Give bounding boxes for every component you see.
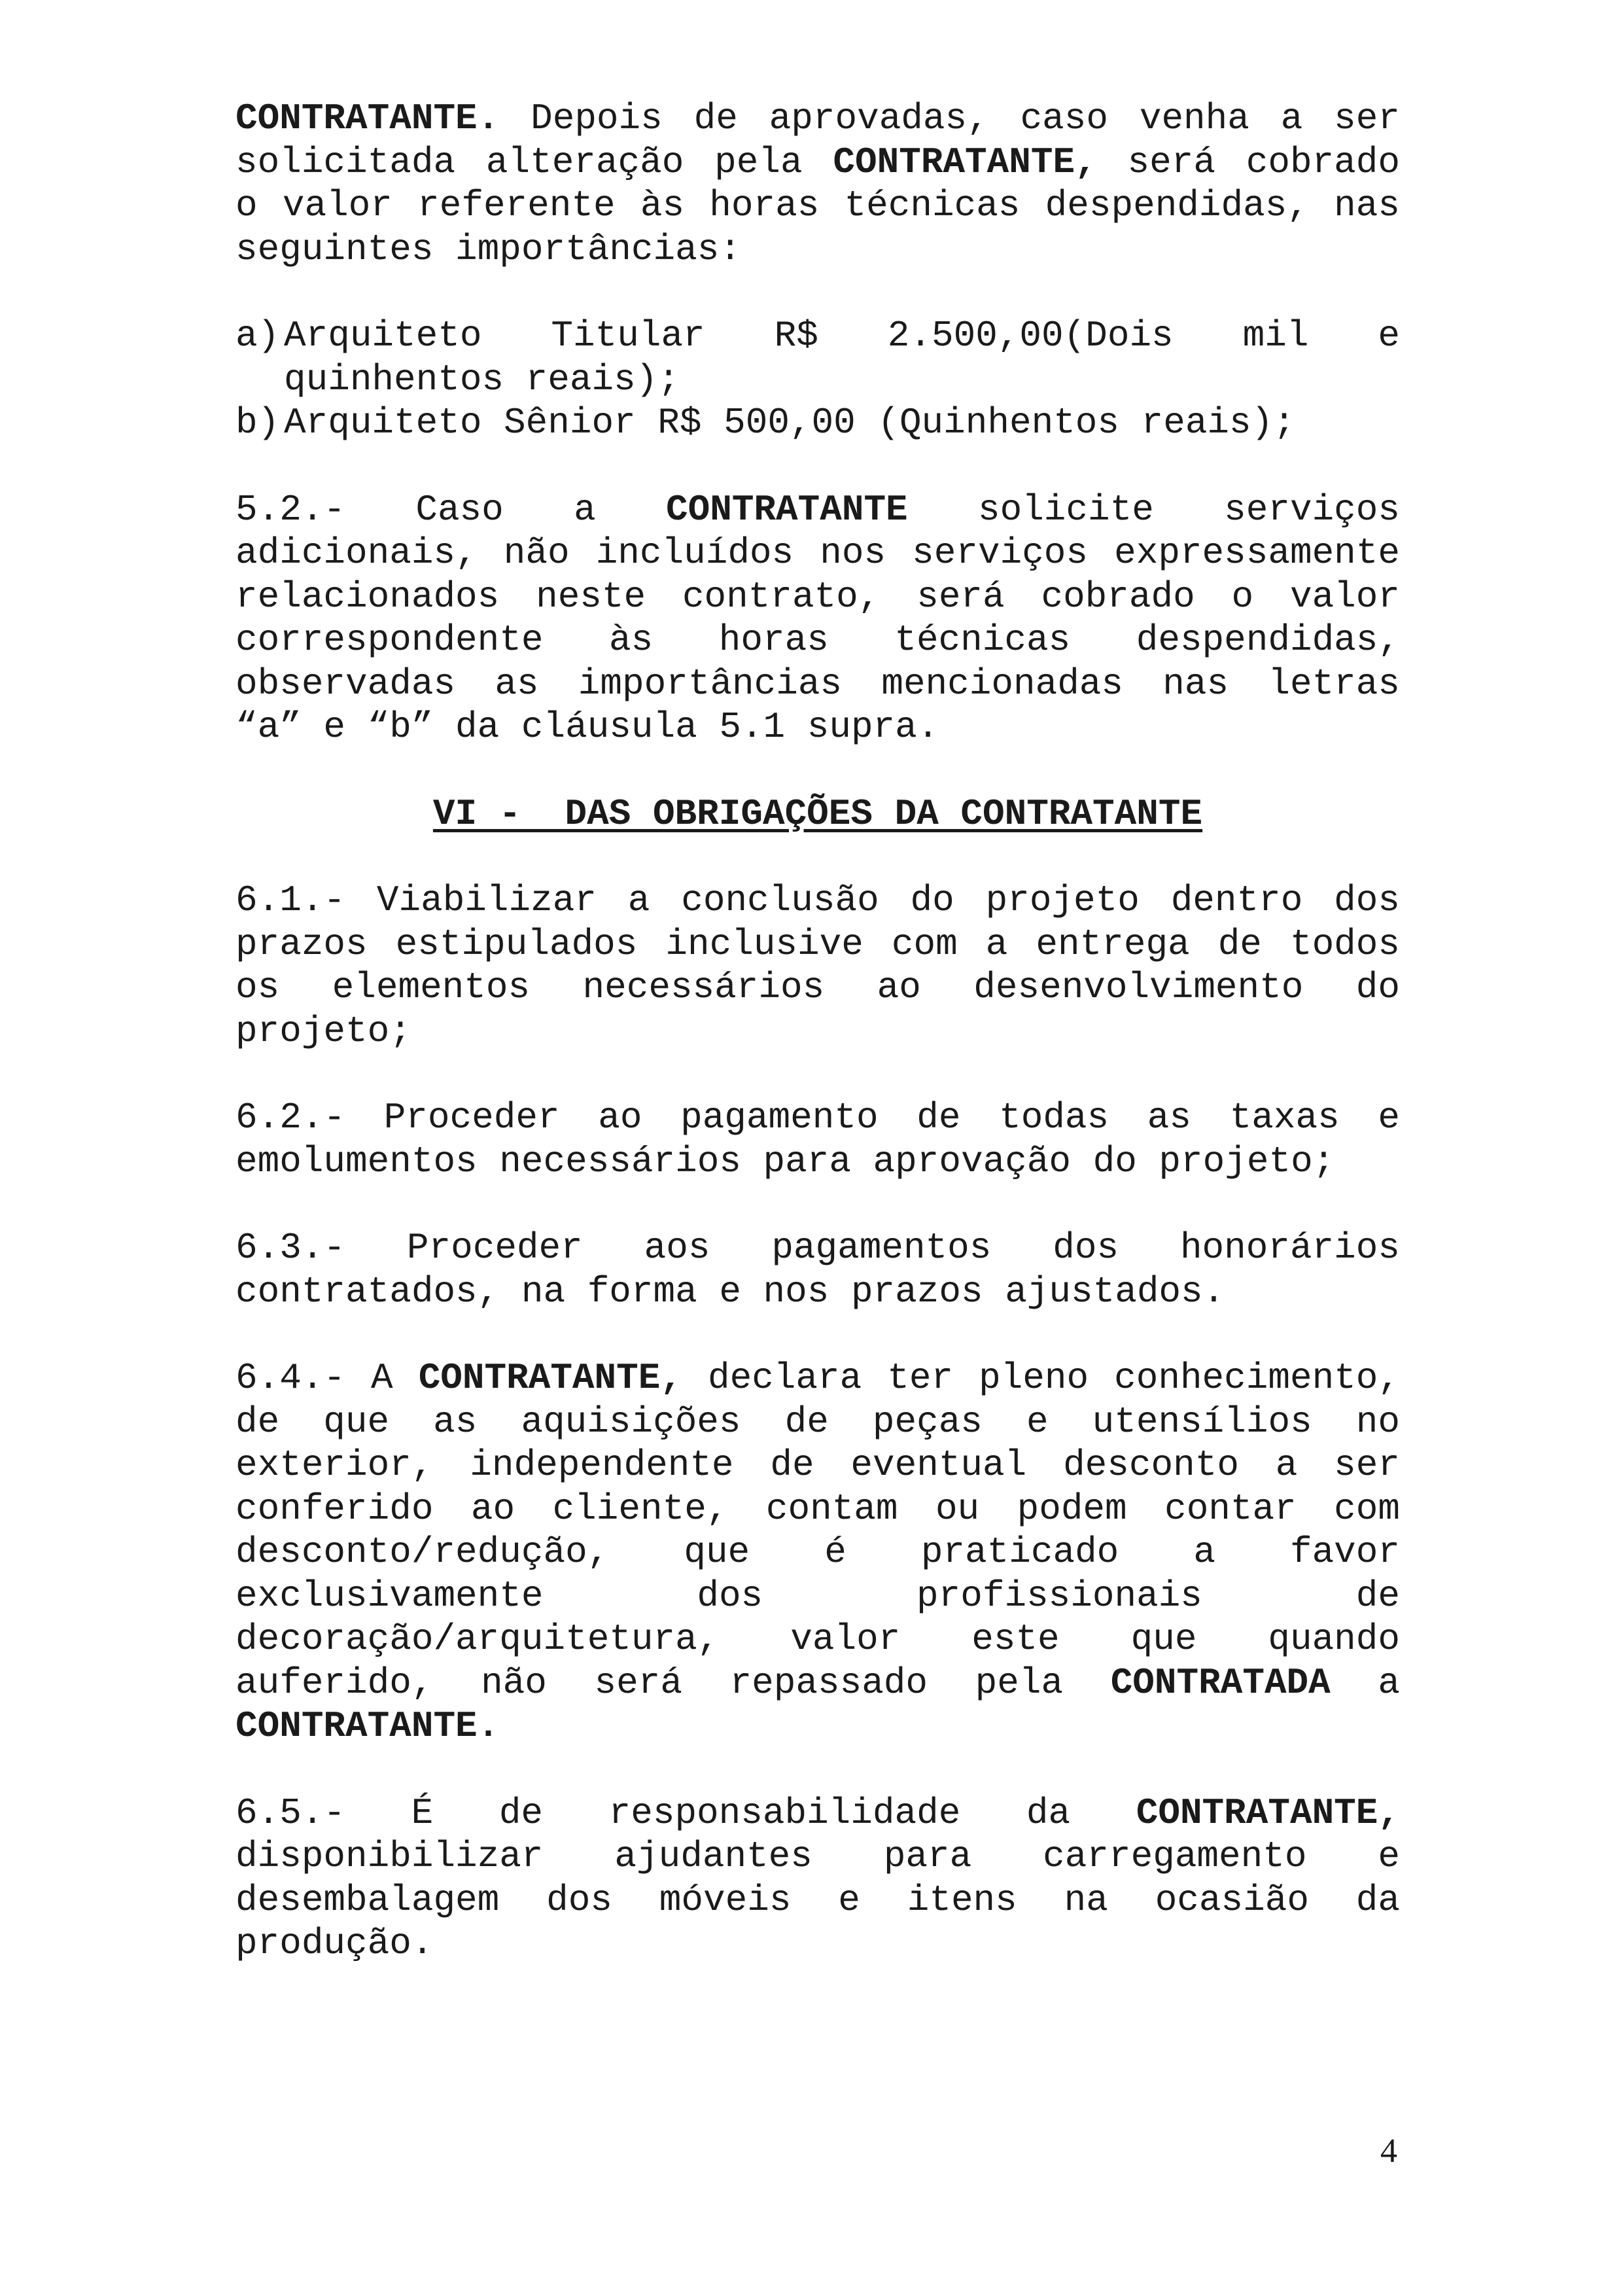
list-marker: b) xyxy=(236,402,280,444)
party-name-contratada: CONTRATADA xyxy=(1110,1661,1331,1704)
clause-text: declara ter pleno conhecimento, de que as aquisições de peças e utensílios no exterior, independente de eventual desconto a ser conferido ao cliente, contam ou podem contar com desconto/redução, que é praticado a favor exclusivamente dos profissionais de decoração/arquitetura, valor este que quando auferido, não será repassado pela xyxy=(236,1357,1401,1704)
clause-text: disponibilizar ajudantes para carregamento e desembalagem dos móveis e itens na ocasião da produção. xyxy=(236,1835,1400,1964)
clause-text: 5.2.- Caso a xyxy=(236,488,666,531)
fee-item-b xyxy=(236,401,1400,445)
clause-5-2 xyxy=(236,488,1400,749)
clause-text: 6.4.- A xyxy=(236,1357,419,1399)
clause-text: solicite serviços adicionais, não incluídos nos serviços expressamente relacionados neste contrato, será cobrado o valor correspondente às horas técnicas despendidas, observadas as importâncias mencionadas nas letras “a” e “b” da cláusula 5.1 supra. xyxy=(236,488,1400,748)
intro-text-1: Depois de aprovadas, caso venha a ser solicitada alteração pela xyxy=(236,97,1400,183)
clause-6-1: 6.1.- Viabilizar a conclusão do projeto dentro dos prazos estipulados inclusive com a entrega de todos os elementos necessários ao desenvolvimento do projeto; xyxy=(236,879,1400,1052)
clause-6-4 xyxy=(236,1356,1400,1748)
list-item-text: Arquiteto Titular R$ 2.500,00(Dois mil e quinhentos reais); xyxy=(284,315,1400,400)
section-heading xyxy=(236,792,1400,836)
contract-page-body xyxy=(236,97,1400,2009)
party-name-contratante: CONTRATANTE, xyxy=(833,141,1097,183)
intro-paragraph xyxy=(236,97,1400,271)
fee-item-a xyxy=(236,314,1400,401)
fee-list xyxy=(236,314,1400,445)
party-name-contratante: CONTRATANTE, xyxy=(418,1357,682,1399)
clause-6-2: 6.2.- Proceder ao pagamento de todas as taxas e emolumentos necessários para aprovação do projeto; xyxy=(236,1097,1400,1182)
clause-6-3: 6.3.- Proceder aos pagamentos dos honorários contratados, na forma e nos prazos ajustados. xyxy=(236,1227,1400,1313)
list-item-text: Arquiteto Sênior R$ 500,00 (Quinhentos reais); xyxy=(284,402,1295,444)
clause-6-5 xyxy=(236,1792,1400,1966)
party-name-contratante: CONTRATANTE xyxy=(666,488,908,531)
party-name-contratante: CONTRATANTE. xyxy=(236,97,500,139)
party-name-contratante: CONTRATANTE. xyxy=(236,1705,500,1747)
clause-text: a xyxy=(1330,1661,1400,1704)
party-name-contratante: CONTRATANTE, xyxy=(1136,1792,1400,1834)
page-number: 4 xyxy=(1380,2132,1397,2170)
section-heading-text: VI - DAS OBRIGAÇÕES DA CONTRATANTE xyxy=(432,792,1203,835)
clause-text: 6.5.- É de responsabilidade da xyxy=(236,1792,1136,1834)
list-marker: a) xyxy=(236,315,280,357)
intro-text-2: será cobrado o valor referente às horas técnicas despendidas, nas seguintes importâncias: xyxy=(236,141,1401,270)
